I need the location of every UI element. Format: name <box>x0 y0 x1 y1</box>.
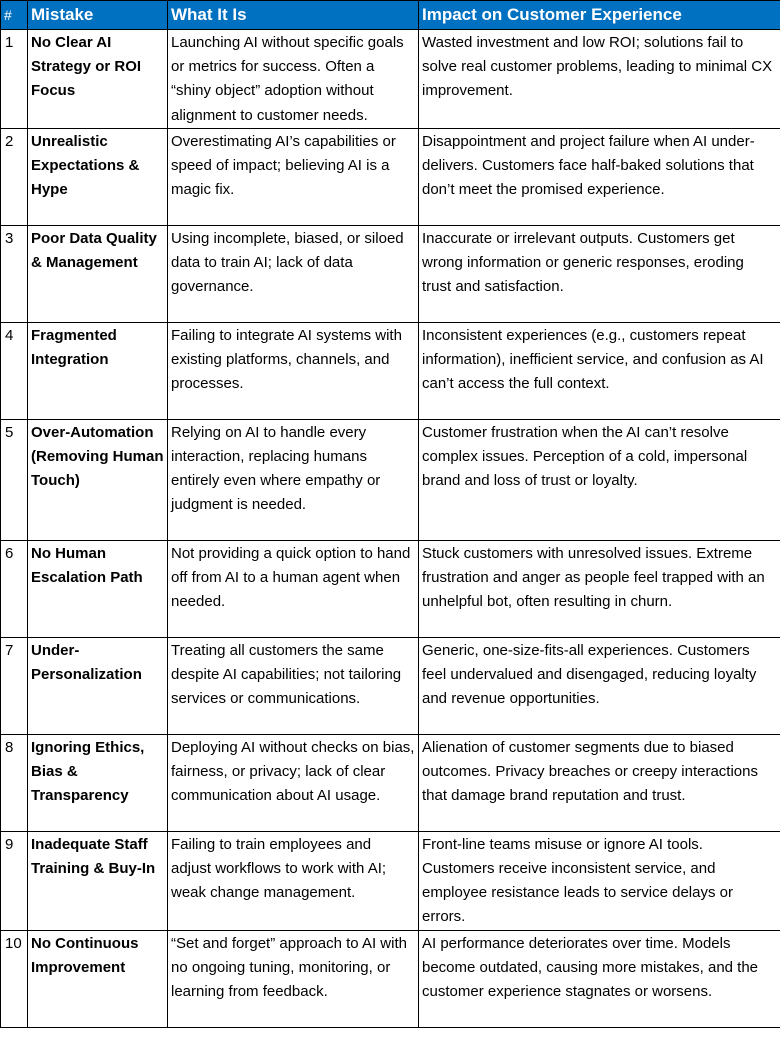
table-row <box>1 831 780 930</box>
what-it-is-cell: Not providing a quick option to hand off from AI to a human agent when needed. <box>168 540 419 637</box>
impact-cell: Disappointment and project failure when AI under-delivers. Customers face half-baked solutions that don’t meet the promised experience. <box>419 128 780 225</box>
what-it-is-cell: Failing to train employees and adjust workflows to work with AI; weak change management. <box>168 831 419 930</box>
impact-cell: Front-line teams misuse or ignore AI tools. Customers receive inconsistent service, and employee resistance leads to service delays or errors. <box>419 831 780 930</box>
what-it-is-cell: Launching AI without specific goals or metrics for success. Often a “shiny object” adoption without alignment to customer needs. <box>168 30 419 129</box>
what-it-is-cell: “Set and forget” approach to AI with no ongoing tuning, monitoring, or learning from feedback. <box>168 930 419 1027</box>
row-number: 3 <box>1 225 28 322</box>
table-body <box>1 30 780 1028</box>
impact-cell: AI performance deteriorates over time. Models become outdated, causing more mistakes, and the customer experience stagnates or worsens. <box>419 930 780 1027</box>
row-number: 10 <box>1 930 28 1027</box>
table-row <box>1 225 780 322</box>
what-it-is-cell: Using incomplete, biased, or siloed data to train AI; lack of data governance. <box>168 225 419 322</box>
row-number: 8 <box>1 734 28 831</box>
impact-cell: Stuck customers with unresolved issues. Extreme frustration and anger as people feel trapped with an unhelpful bot, often resulting in churn. <box>419 540 780 637</box>
what-it-is-cell: Overestimating AI’s capabilities or speed of impact; believing AI is a magic fix. <box>168 128 419 225</box>
table-row <box>1 930 780 1027</box>
row-number: 6 <box>1 540 28 637</box>
table-row <box>1 540 780 637</box>
what-it-is-cell: Relying on AI to handle every interaction, replacing humans entirely even where empathy or judgment is needed. <box>168 419 419 540</box>
impact-cell: Wasted investment and low ROI; solutions fail to solve real customer problems, leading to minimal CX improvement. <box>419 30 780 129</box>
header-impact: Impact on Customer Experience <box>419 1 780 30</box>
mistake-cell: No Continuous Improvement <box>28 930 168 1027</box>
table-row <box>1 128 780 225</box>
row-number: 4 <box>1 322 28 419</box>
row-number: 9 <box>1 831 28 930</box>
row-number: 7 <box>1 637 28 734</box>
mistake-cell: Ignoring Ethics, Bias & Transparency <box>28 734 168 831</box>
mistake-cell: Poor Data Quality & Management <box>28 225 168 322</box>
what-it-is-cell: Deploying AI without checks on bias, fairness, or privacy; lack of clear communication about AI usage. <box>168 734 419 831</box>
impact-cell: Inconsistent experiences (e.g., customers repeat information), inefficient service, and confusion as AI can’t access the full context. <box>419 322 780 419</box>
table-row <box>1 637 780 734</box>
what-it-is-cell: Failing to integrate AI systems with existing platforms, channels, and processes. <box>168 322 419 419</box>
table-row <box>1 322 780 419</box>
what-it-is-cell: Treating all customers the same despite AI capabilities; not tailoring services or communications. <box>168 637 419 734</box>
impact-cell: Inaccurate or irrelevant outputs. Customers get wrong information or generic responses, eroding trust and satisfaction. <box>419 225 780 322</box>
table-row <box>1 419 780 540</box>
impact-cell: Customer frustration when the AI can’t resolve complex issues. Perception of a cold, impersonal brand and loss of trust or loyalty. <box>419 419 780 540</box>
table-row <box>1 30 780 129</box>
impact-cell: Alienation of customer segments due to biased outcomes. Privacy breaches or creepy interactions that damage brand reputation and trust. <box>419 734 780 831</box>
mistake-cell: Over-Automation (Removing Human Touch) <box>28 419 168 540</box>
impact-cell: Generic, one-size-fits-all experiences. Customers feel undervalued and disengaged, reducing loyalty and revenue opportunities. <box>419 637 780 734</box>
mistake-cell: No Human Escalation Path <box>28 540 168 637</box>
header-mistake: Mistake <box>28 1 168 30</box>
row-number: 1 <box>1 30 28 129</box>
header-number: # <box>1 1 28 30</box>
row-number: 5 <box>1 419 28 540</box>
mistake-cell: Fragmented Integration <box>28 322 168 419</box>
table-row <box>1 734 780 831</box>
mistake-cell: Inadequate Staff Training & Buy-In <box>28 831 168 930</box>
header-what-it-is: What It Is <box>168 1 419 30</box>
mistake-cell: No Clear AI Strategy or ROI Focus <box>28 30 168 129</box>
mistake-cell: Under-Personalization <box>28 637 168 734</box>
mistake-cell: Unrealistic Expectations & Hype <box>28 128 168 225</box>
row-number: 2 <box>1 128 28 225</box>
table-header-row <box>1 1 780 30</box>
